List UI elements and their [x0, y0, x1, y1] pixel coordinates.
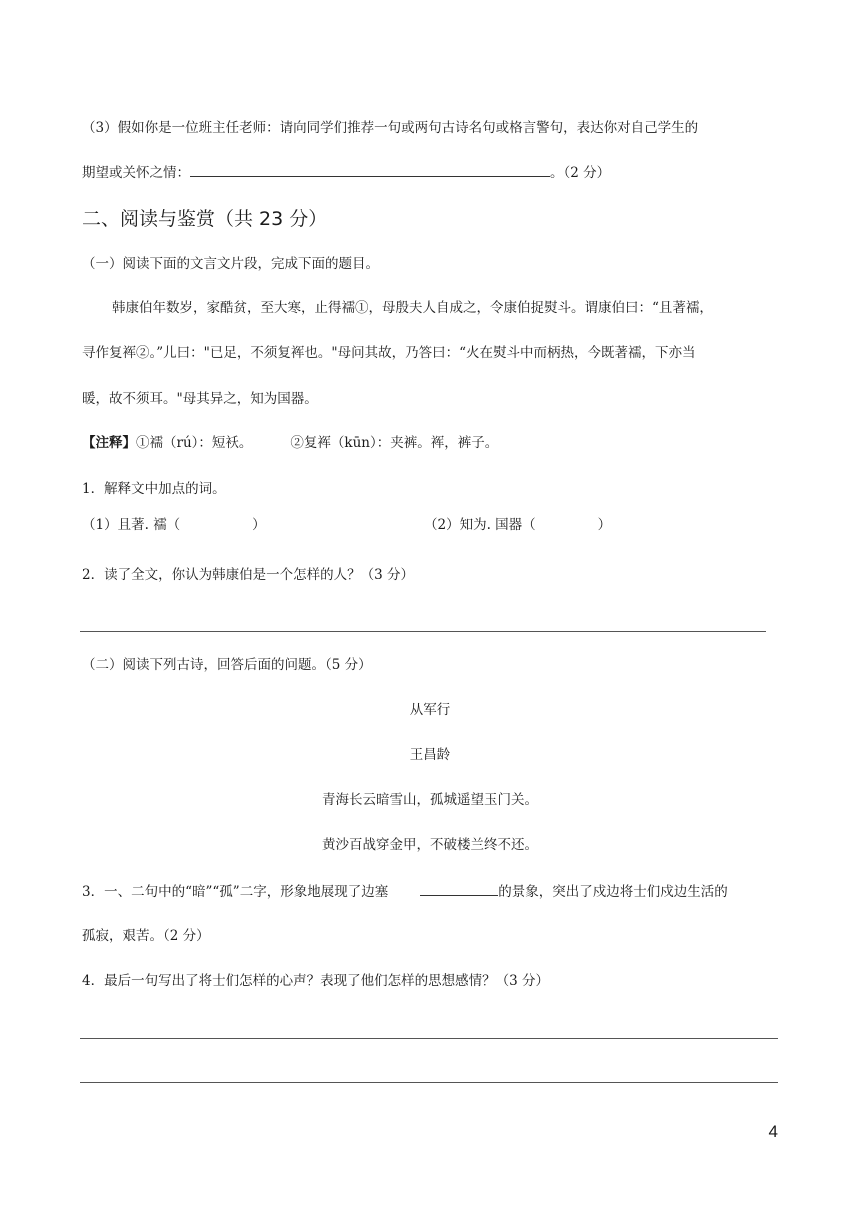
- poem-line-2: 黄沙百战穿金甲，不破楼兰终不还。: [322, 837, 538, 853]
- q3-poem-line-2: 孤寂，艰苦。（2 分）: [82, 928, 210, 944]
- note-2: ②复裈（kūn）：夹裤。裈，裤子。: [290, 435, 499, 451]
- q1-sub-2: [424, 515, 611, 535]
- poem-title: 从军行: [409, 702, 451, 718]
- q1-sub-1-text: （1）且著. 襦（: [82, 517, 181, 533]
- passage-line-1: 韩康伯年数岁，家酷贫，至大寒，止得襦①，母殷夫人自成之，令康伯捉熨斗。谓康伯曰：“且著襦，: [112, 300, 713, 316]
- q1-sub-1-close: ）: [252, 517, 266, 533]
- page-number: 4: [768, 1122, 778, 1141]
- q1-sub-1: [82, 515, 266, 535]
- q3-poem-suffix: 的景象，突出了戍边将士们戍边生活的: [498, 884, 728, 900]
- q4-title: 4．最后一句写出了将士们怎样的心声？表现了他们怎样的思想感情？（3 分）: [82, 973, 549, 989]
- section-2-title: 二、阅读与鉴赏（共 23 分）: [82, 208, 328, 230]
- q1-title: 1．解释文中加点的词。: [82, 481, 226, 497]
- q3-line-1: （3）假如你是一位班主任老师：请向同学们推荐一句或两句古诗名句或格言警句，表达你对自己学生的: [82, 120, 699, 136]
- passage-line-2: 寻作复裈②。”儿曰："已足，不须复裈也。"母问其故，乃答曰：“火在熨斗中而柄热，今既著襦，下亦当: [82, 345, 696, 361]
- q3-answer-blank[interactable]: [190, 162, 550, 177]
- q2-answer-line[interactable]: [80, 631, 766, 632]
- poem-author: 王昌龄: [409, 747, 451, 763]
- q1-sub-2-close: ）: [597, 517, 612, 533]
- q3-poem-blank[interactable]: [420, 881, 498, 896]
- q3-line-2-prefix: 期望或关怀之情：: [82, 165, 190, 181]
- part-2-intro: （二）阅读下列古诗，回答后面的问题。（5 分）: [82, 657, 372, 673]
- q3-poem-question: [82, 881, 728, 902]
- q1-sub-2-text: （2）知为. 国器（: [424, 517, 536, 533]
- note-1: ①襦（rú）：短袄。: [136, 435, 253, 451]
- q2-title: 2．读了全文，你认为韩康伯是一个怎样的人？（3 分）: [82, 567, 414, 583]
- q3-poem-prefix: 3．一、二句中的“暗”“孤”二字，形象地展现了边塞: [82, 884, 389, 900]
- poem-line-1: 青海长云暗雪山，孤城遥望玉门关。: [322, 792, 538, 808]
- q3-line-2: [82, 162, 610, 183]
- q3-line-2-suffix: 。（2 分）: [550, 165, 611, 181]
- passage-line-3: 暖，故不须耳。"母其异之，知为国器。: [82, 391, 318, 407]
- q4-answer-line-2[interactable]: [80, 1082, 778, 1083]
- q4-answer-line-1[interactable]: [80, 1038, 778, 1039]
- part-1-intro: （一）阅读下面的文言文片段，完成下面的题目。: [82, 256, 379, 272]
- notes: [82, 433, 498, 453]
- note-label: 【注释】: [82, 435, 136, 451]
